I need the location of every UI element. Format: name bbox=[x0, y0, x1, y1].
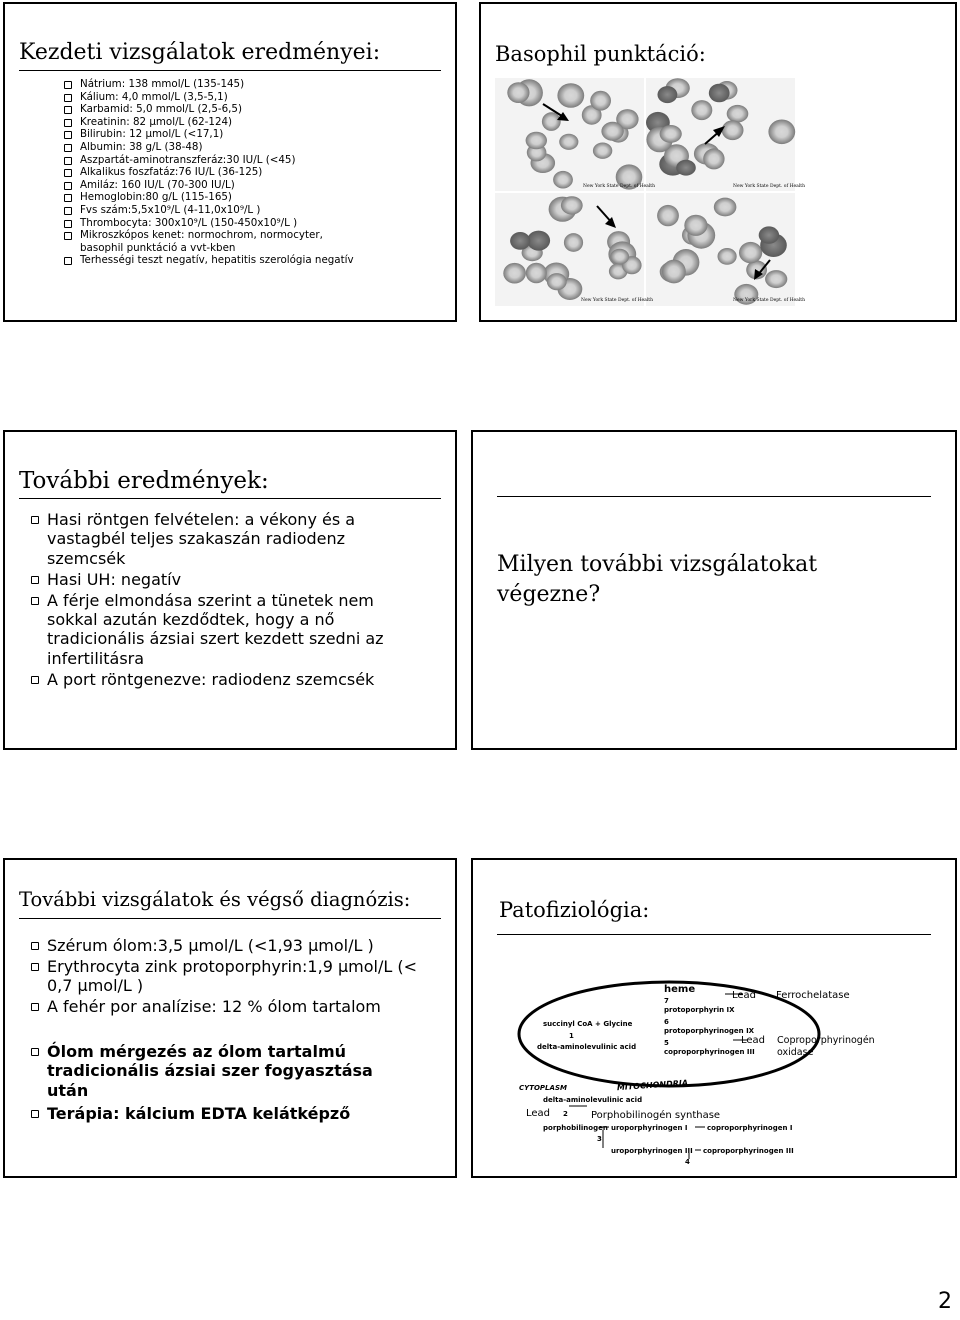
red-blood-cell bbox=[703, 148, 724, 169]
diagnosis-list bbox=[29, 936, 419, 1018]
title-overline bbox=[497, 496, 931, 497]
step-text: uroporphyrinogen III bbox=[611, 1147, 693, 1155]
image-credit: New York State Dept. of Health bbox=[733, 184, 805, 189]
blood-smear-images bbox=[495, 78, 805, 306]
lab-results-list bbox=[62, 78, 362, 267]
step-text: protoporphyrinogen IX bbox=[664, 1027, 755, 1035]
slide-title: További eredmények: bbox=[19, 468, 269, 494]
red-blood-cell bbox=[676, 160, 696, 176]
step-number: 1 bbox=[569, 1032, 574, 1040]
step-number: 7 bbox=[664, 997, 669, 1005]
title-underline bbox=[19, 498, 441, 499]
step-text: coproporphyrinogen III bbox=[703, 1147, 794, 1155]
enzyme-label: oxidase bbox=[777, 1047, 814, 1058]
results-list bbox=[29, 510, 409, 691]
mitochondria-label: MITOCHONDRIA bbox=[616, 1078, 689, 1093]
red-blood-cell bbox=[658, 86, 678, 103]
slide-title: További vizsgálatok és végső diagnózis: bbox=[19, 888, 411, 911]
list-item: Hemoglobin:80 g/L (115-165) bbox=[62, 191, 362, 204]
red-blood-cell bbox=[559, 134, 578, 150]
list-item: Karbamid: 5,0 mmol/L (2,5-6,5) bbox=[62, 103, 362, 116]
list-item: Albumin: 38 g/L (38-48) bbox=[62, 141, 362, 154]
list-item: Ólom mérgezés az ólom tartalmú tradicionális ázsiai szer fogyasztása után bbox=[29, 1042, 419, 1100]
red-blood-cell bbox=[557, 83, 584, 108]
red-blood-cell bbox=[765, 270, 787, 288]
list-item: Terápia: kálcium EDTA kelátképző bbox=[29, 1104, 419, 1123]
image-credit: New York State Dept. of Health bbox=[581, 298, 653, 303]
red-blood-cell bbox=[547, 273, 567, 290]
step-number: 2 bbox=[563, 1110, 568, 1118]
red-blood-cell bbox=[610, 249, 629, 265]
red-blood-cell bbox=[590, 91, 611, 111]
red-blood-cell bbox=[601, 122, 623, 141]
slide-title: Milyen további vizsgálatokat végezne? bbox=[497, 552, 818, 607]
title-underline bbox=[19, 918, 441, 919]
red-blood-cell bbox=[503, 263, 526, 284]
red-blood-cell bbox=[727, 105, 749, 123]
red-blood-cell bbox=[714, 198, 737, 217]
step-number: 4 bbox=[685, 1158, 690, 1166]
step-text: coproporphyrinogen I bbox=[707, 1124, 793, 1132]
list-item: Fvs szám:5,5x10⁹/L (4-11,0x10⁹/L ) bbox=[62, 204, 362, 217]
list-item: Aszpartát-aminotranszferáz:30 IU/L (<45) bbox=[62, 154, 362, 167]
list-item: A férje elmondása szerint a tünetek nem sokkal azután kezdődtek, hogy a nő tradicionális ázsiai szert kezdett szedni az infertilitásra bbox=[29, 591, 409, 669]
list-item: A fehér por analízise: 12 % ólom tartalom bbox=[29, 997, 419, 1016]
step-number: 6 bbox=[664, 1018, 669, 1026]
list-item: Erythrocyta zink protoporphyrin:1,9 μmol/L (< 0,7 μmol/L ) bbox=[29, 957, 419, 996]
lead-label: Lead bbox=[732, 990, 757, 1001]
list-item: Amiláz: 160 IU/L (70-300 IU/L) bbox=[62, 179, 362, 192]
red-blood-cell bbox=[593, 143, 612, 159]
list-item: Thrombocyta: 300x10⁹/L (150-450x10⁹/L ) bbox=[62, 217, 362, 230]
step-text: porphobilinogen bbox=[543, 1124, 608, 1132]
heme-synthesis-diagram bbox=[499, 964, 939, 1169]
red-blood-cell bbox=[759, 226, 779, 243]
page-number: 2 bbox=[938, 1289, 952, 1314]
list-item: Alkalikus foszfatáz:76 IU/L (36-125) bbox=[62, 166, 362, 179]
step-text: protoporphyrin IX bbox=[664, 1006, 735, 1014]
red-blood-cell bbox=[553, 171, 573, 189]
list-item: Bilirubin: 12 μmol/L (<17,1) bbox=[62, 128, 362, 141]
slide-title: Kezdeti vizsgálatok eredményei: bbox=[19, 40, 381, 65]
list-item: Hasi röntgen felvételen: a vékony és a vastagbél teljes szakaszán radiodenz szemcsék bbox=[29, 510, 409, 568]
red-blood-cell bbox=[526, 263, 547, 284]
red-blood-cell bbox=[542, 112, 561, 131]
slide-further-results bbox=[3, 430, 457, 750]
slide-title: Basophil punktáció: bbox=[495, 42, 706, 66]
red-blood-cell bbox=[662, 260, 686, 284]
cytoplasm-label: CYTOPLASM bbox=[519, 1084, 567, 1092]
slide-diagnosis bbox=[3, 858, 457, 1178]
red-blood-cell bbox=[564, 233, 583, 252]
conclusion-list bbox=[29, 1042, 419, 1125]
red-blood-cell bbox=[526, 132, 547, 150]
title-underline bbox=[19, 70, 441, 71]
red-blood-cell bbox=[510, 232, 530, 250]
enzyme-label: Porphobilinogén synthase bbox=[591, 1110, 721, 1121]
list-item: Hasi UH: negatív bbox=[29, 570, 409, 589]
enzyme-label: Coproporphyrinogén bbox=[777, 1035, 875, 1046]
list-item: Kálium: 4,0 mmol/L (3,5-5,1) bbox=[62, 91, 362, 104]
list-item: Mikroszkópos kenet: normochrom, normocyter, basophil punktáció a vvt-kben bbox=[62, 229, 362, 254]
red-blood-cell bbox=[657, 205, 679, 226]
step-text: delta-aminolevulinic acid bbox=[543, 1096, 643, 1104]
step-text: delta-aminolevulinic acid bbox=[537, 1043, 637, 1051]
red-blood-cell bbox=[722, 120, 744, 140]
image-credit: New York State Dept. of Health bbox=[733, 298, 805, 303]
red-blood-cell bbox=[709, 84, 730, 103]
image-credit: New York State Dept. of Health bbox=[583, 184, 655, 189]
list-item: Szérum ólom:3,5 μmol/L (<1,93 μmol/L ) bbox=[29, 936, 419, 955]
list-item: A port röntgenezve: radiodenz szemcsék bbox=[29, 670, 409, 689]
list-item: Terhességi teszt negatív, hepatitis szerológia negatív bbox=[62, 254, 362, 267]
slide-title: Patofiziológia: bbox=[499, 898, 650, 922]
lead-label: Lead bbox=[741, 1035, 766, 1046]
slide-pathophysiology bbox=[471, 858, 957, 1178]
lead-label: Lead bbox=[526, 1108, 551, 1119]
red-blood-cell bbox=[660, 125, 682, 143]
red-blood-cell bbox=[507, 82, 529, 103]
red-blood-cell bbox=[768, 120, 795, 145]
slide-question bbox=[471, 430, 957, 750]
red-blood-cell bbox=[718, 248, 737, 265]
heme-text: heme bbox=[664, 984, 696, 995]
pathway-arrows bbox=[569, 994, 747, 1159]
red-blood-cell bbox=[739, 242, 762, 263]
red-blood-cell bbox=[561, 196, 583, 214]
step-text: uroporphyrinogen I bbox=[611, 1124, 688, 1132]
step-number: 5 bbox=[664, 1039, 669, 1047]
red-blood-cell bbox=[691, 100, 712, 120]
slide-initial-results bbox=[3, 2, 457, 322]
enzyme-label: Ferrochelatase bbox=[776, 990, 850, 1001]
step-number: 3 bbox=[597, 1135, 602, 1143]
step-text: succinyl CoA + Glycine bbox=[543, 1020, 633, 1028]
list-item: Nátrium: 138 mmol/L (135-145) bbox=[62, 78, 362, 91]
step-text: coproporphyrinogen III bbox=[664, 1048, 755, 1056]
slide-basophil-stippling bbox=[479, 2, 957, 322]
list-item: Kreatinin: 82 μmol/L (62-124) bbox=[62, 116, 362, 129]
red-blood-cell bbox=[527, 231, 550, 251]
title-underline bbox=[497, 934, 931, 935]
red-blood-cell bbox=[684, 215, 707, 236]
